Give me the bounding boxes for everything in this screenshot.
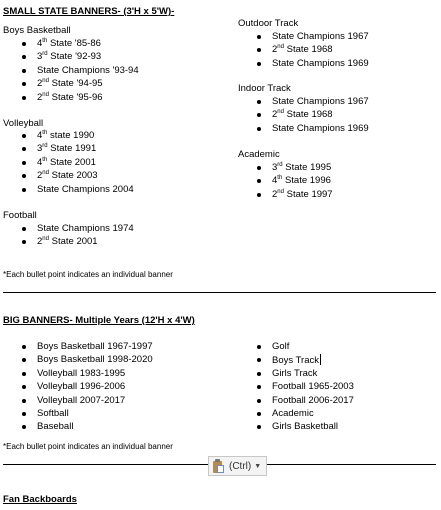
outdoor-track-title: Outdoor Track xyxy=(238,18,299,29)
ordinal-number: 2 xyxy=(37,78,43,90)
list-item xyxy=(22,408,153,421)
ordinal-number: 2 xyxy=(37,91,43,103)
list-item-text: Girls Basketball xyxy=(272,421,338,433)
bullet-icon xyxy=(22,147,26,151)
list-item xyxy=(22,65,139,78)
fan-backboards-heading: Fan Backboards xyxy=(3,494,77,505)
bullet-icon xyxy=(257,358,261,362)
bullet-icon xyxy=(257,127,261,131)
bullet-icon xyxy=(22,345,26,349)
volleyball-title: Volleyball xyxy=(3,118,44,129)
paste-options-button[interactable] xyxy=(208,456,267,476)
big-banners-heading: BIG BANNERS- Multiple Years (12'H x 4'W) xyxy=(3,315,195,326)
ordinal-suffix: nd xyxy=(42,78,49,85)
list-item-text: Golf xyxy=(272,341,290,352)
list-item xyxy=(257,44,369,57)
football-title: Football xyxy=(3,210,37,221)
ordinal-number: 2 xyxy=(37,236,43,248)
list-item xyxy=(22,223,134,236)
ordinal-number: 2 xyxy=(272,44,278,56)
bullet-icon xyxy=(257,179,261,183)
ordinal-number: 3 xyxy=(37,51,43,63)
list-item xyxy=(257,395,354,408)
bullet-icon xyxy=(22,55,26,59)
ordinal-number: 4 xyxy=(37,130,43,141)
list-item xyxy=(257,408,354,421)
bullet-icon xyxy=(257,193,261,197)
list-item xyxy=(257,368,354,381)
ordinal-number: 3 xyxy=(37,143,43,155)
ordinal-suffix: nd xyxy=(42,91,49,98)
paste-options-label: (Ctrl) xyxy=(229,460,252,472)
list-item-text: State 1968 xyxy=(283,109,333,121)
list-item-text: Girls Track xyxy=(272,367,318,379)
list-item xyxy=(257,162,333,175)
bullet-icon xyxy=(22,358,26,362)
bullet-icon xyxy=(22,188,26,192)
list-item xyxy=(257,109,369,122)
bullet-icon xyxy=(22,412,26,416)
list-item xyxy=(22,38,139,51)
bullet-icon xyxy=(22,385,26,389)
list-item xyxy=(22,354,153,367)
list-item xyxy=(257,189,333,202)
ordinal-number: 4 xyxy=(37,156,43,168)
football-list xyxy=(22,223,134,250)
boys-basketball-title: Boys Basketball xyxy=(3,25,71,36)
list-item xyxy=(257,31,369,44)
list-item-text: Boys Track xyxy=(272,355,319,367)
ordinal-number: 4 xyxy=(272,175,278,187)
list-item-text: Academic xyxy=(272,407,314,419)
list-item-text: State Champions 1974 xyxy=(37,223,134,234)
small-banners-note: *Each bullet point indicates an individual banner xyxy=(3,270,173,279)
bullet-icon xyxy=(22,161,26,165)
bullet-icon xyxy=(257,425,261,429)
bullet-icon xyxy=(257,62,261,66)
list-item-text: Football 1965-2003 xyxy=(272,381,354,393)
ordinal-suffix: nd xyxy=(42,236,49,243)
list-item-text: State Champions 1967 xyxy=(272,31,369,42)
bullet-icon xyxy=(22,240,26,244)
bullet-icon xyxy=(22,372,26,376)
chevron-down-icon: ▼ xyxy=(254,462,262,470)
list-item-text: State '92-93 xyxy=(47,51,102,63)
list-item xyxy=(257,341,354,354)
list-item xyxy=(22,157,134,170)
bullet-icon xyxy=(22,69,26,73)
ordinal-suffix: nd xyxy=(277,44,284,51)
outdoor-track-list xyxy=(257,31,369,71)
bullet-icon xyxy=(257,35,261,39)
bullet-icon xyxy=(257,166,261,170)
bullet-icon xyxy=(257,412,261,416)
big-banners-note: *Each bullet point indicates an individual banner xyxy=(3,442,173,451)
list-item xyxy=(257,354,354,367)
ordinal-suffix: th xyxy=(42,129,48,136)
bullet-icon xyxy=(257,113,261,117)
bullet-icon xyxy=(22,174,26,178)
academic-list xyxy=(257,162,333,202)
list-item-text: Volleyball 2007-2017 xyxy=(37,394,126,406)
bullet-icon xyxy=(22,134,26,138)
list-item xyxy=(22,51,139,64)
ordinal-suffix: rd xyxy=(277,161,283,168)
list-item-text: Football 2006-2017 xyxy=(272,394,354,406)
list-item-text: Volleyball 1996-2006 xyxy=(37,381,126,393)
ordinal-suffix: th xyxy=(42,37,48,44)
ordinal-number: 2 xyxy=(272,188,278,200)
ordinal-suffix: nd xyxy=(42,170,49,177)
list-item-text: State 2003 xyxy=(48,170,98,182)
list-item-text: State 1991 xyxy=(47,143,97,155)
ordinal-number: 3 xyxy=(272,162,278,173)
ordinal-suffix: rd xyxy=(42,143,48,150)
ordinal-suffix: nd xyxy=(277,188,284,195)
list-item-text: State Champions 1969 xyxy=(272,122,369,134)
list-item-text: Boys Basketball 1967-1997 xyxy=(37,341,153,352)
academic-title: Academic xyxy=(238,149,280,160)
list-item xyxy=(257,58,369,71)
list-item xyxy=(22,78,139,91)
bullet-icon xyxy=(257,385,261,389)
bullet-icon xyxy=(22,96,26,100)
list-item xyxy=(22,170,134,183)
list-item xyxy=(22,381,153,394)
big-banners-right-list xyxy=(257,341,354,435)
list-item-text: Softball xyxy=(37,407,69,419)
list-item-text: Baseball xyxy=(37,421,74,433)
bullet-icon xyxy=(22,82,26,86)
clipboard-paste-icon xyxy=(212,459,226,474)
list-item-text: State 1997 xyxy=(283,188,333,200)
boys-basketball-list xyxy=(22,38,139,105)
ordinal-suffix: th xyxy=(277,175,283,182)
list-item-text: State '85-86 xyxy=(47,38,101,49)
bullet-icon xyxy=(22,425,26,429)
list-item-text: State 1995 xyxy=(282,162,332,173)
list-item-text: State '95-96 xyxy=(48,91,103,103)
ordinal-suffix: th xyxy=(42,156,48,163)
ordinal-suffix: rd xyxy=(42,51,48,58)
indoor-track-title: Indoor Track xyxy=(238,83,291,94)
list-item-text: State 2001 xyxy=(47,156,96,168)
list-item xyxy=(257,175,333,188)
list-item-text: State 1968 xyxy=(283,44,333,56)
list-item-text: state 1990 xyxy=(47,130,95,141)
list-item-text: State Champions 1967 xyxy=(272,96,369,107)
list-item xyxy=(22,130,134,143)
ordinal-number: 4 xyxy=(37,38,43,49)
bullet-icon xyxy=(257,100,261,104)
bullet-icon xyxy=(22,227,26,231)
ordinal-number: 2 xyxy=(37,170,43,182)
list-item xyxy=(22,341,153,354)
text-cursor xyxy=(320,354,321,365)
list-item-text: Boys Basketball 1998-2020 xyxy=(37,354,153,366)
list-item xyxy=(22,92,139,105)
list-item-text: State Champions '93-94 xyxy=(37,64,139,76)
bullet-icon xyxy=(257,372,261,376)
list-item xyxy=(257,421,354,434)
bullet-icon xyxy=(257,48,261,52)
bullet-icon xyxy=(257,345,261,349)
ordinal-number: 2 xyxy=(272,109,278,121)
bullet-icon xyxy=(22,399,26,403)
list-item-text: Volleyball 1983-1995 xyxy=(37,367,126,379)
ordinal-suffix: nd xyxy=(277,109,284,116)
list-item xyxy=(257,381,354,394)
list-item xyxy=(257,96,369,109)
small-banners-heading: SMALL STATE BANNERS- (3'H x 5'W)- xyxy=(3,6,175,17)
bullet-icon xyxy=(22,42,26,46)
list-item xyxy=(22,368,153,381)
list-item xyxy=(22,395,153,408)
list-item-text: State Champions 1969 xyxy=(272,57,369,69)
list-item-text: State 2001 xyxy=(48,236,98,248)
volleyball-list xyxy=(22,130,134,197)
list-item xyxy=(22,143,134,156)
list-item-text: State Champions 2004 xyxy=(37,183,134,195)
indoor-track-list xyxy=(257,96,369,136)
list-item xyxy=(22,421,153,434)
list-item xyxy=(257,123,369,136)
list-item-text: State 1996 xyxy=(282,175,331,187)
bullet-icon xyxy=(257,399,261,403)
big-banners-left-list xyxy=(22,341,153,435)
list-item xyxy=(22,184,134,197)
section-divider xyxy=(3,292,436,293)
list-item-text: State '94-95 xyxy=(48,78,103,90)
list-item xyxy=(22,236,134,249)
